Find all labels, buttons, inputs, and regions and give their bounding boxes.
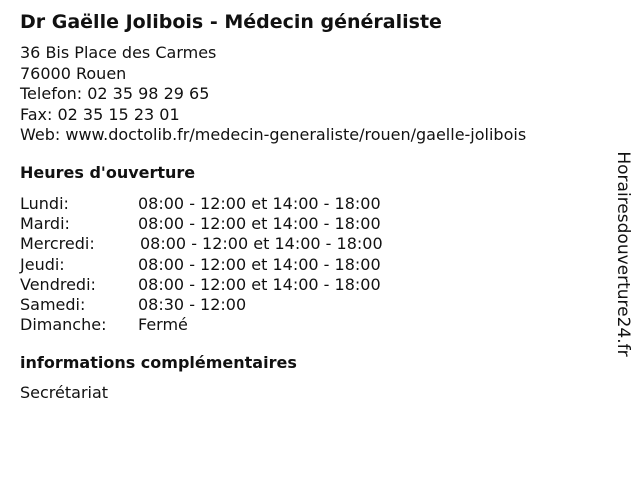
day-label: Mercredi: [20,234,95,254]
contact-block [20,43,526,146]
additional-info-heading: informations complémentaires [20,353,297,372]
address-street: 36 Bis Place des Carmes [20,43,217,62]
day-label: Lundi: [20,194,69,213]
page-title: Dr Gaëlle Jolibois - Médecin généraliste [20,11,442,33]
fax-number: Fax: 02 35 15 23 01 [20,104,180,124]
website-link: Web: www.doctolib.fr/medecin-generaliste/rouen/gaelle-jolibois [20,125,527,144]
hours-value: 08:00 - 12:00 et 14:00 - 18:00 [138,214,381,234]
hours-value: 08:30 - 12:00 [138,294,247,314]
additional-info-item: Secrétariat [20,383,109,402]
hours-value: 08:00 - 12:00 et 14:00 - 18:00 [138,254,381,274]
day-label: Mardi: [20,214,70,234]
day-label: Vendredi: [20,274,96,294]
site-watermark: Horairesdouverture24.fr [613,151,633,357]
hours-value: 08:00 - 12:00 et 14:00 - 18:00 [140,234,383,254]
day-label: Jeudi: [20,254,65,274]
opening-hours-heading: Heures d'ouverture [20,163,196,182]
day-label: Samedi: [20,294,86,314]
hours-value: Fermé [138,315,188,335]
hours-value: 08:00 - 12:00 et 14:00 - 18:00 [138,194,381,213]
address-city: 76000 Rouen [20,63,127,83]
day-label: Dimanche: [20,315,107,335]
phone-number: Telefon: 02 35 98 29 65 [20,84,210,103]
additional-info-list [20,383,108,403]
hours-value: 08:00 - 12:00 et 14:00 - 18:00 [138,274,381,294]
